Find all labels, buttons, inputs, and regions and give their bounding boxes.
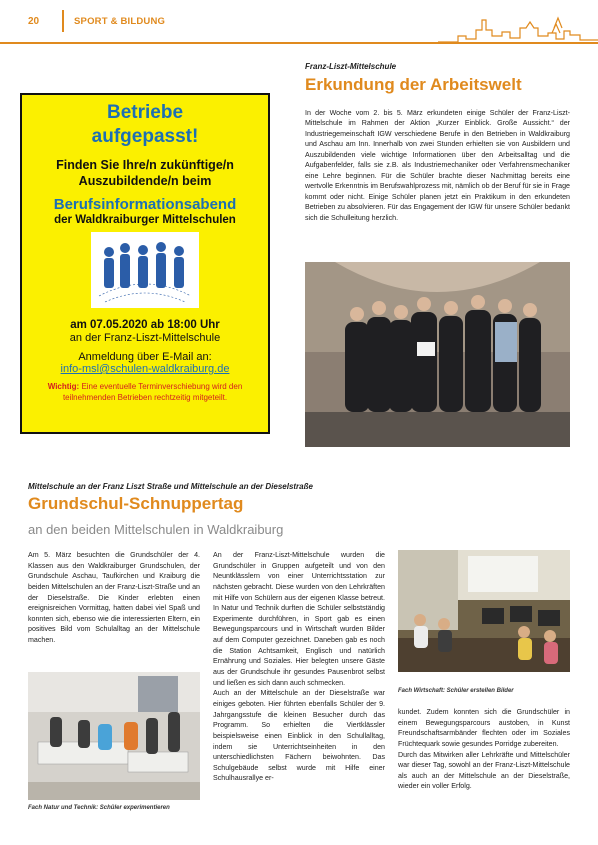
ad-note-text: Eine eventuelle Terminverschiebung wird den teilnehmenden Betrieben rechtzeitig mitgeteilt. [62, 382, 243, 402]
section-label: SPORT & BILDUNG [74, 16, 166, 27]
town-skyline-icon [438, 6, 598, 44]
ad-event-name: Berufsinformationsabend [53, 196, 237, 213]
article1-body: In der Woche vom 2. bis 5. März erkundeten einige Schüler der Franz-Liszt-Mittelschule im Rahmen der Aktion „Kurzer Einblick. Große Aussicht.“ der Industriegemeinschaft IGW verschiedene Berufe in den Betrieben in Waldkraiburg und Aschau am Inn. Innerhalb von zwei Stunden erhielten sie von Ausbildern und Auszubildenden viele wichtige Informationen über den Arbeitsalltag und die Aufgabenfelder, falls sie z.B. als Industriemechaniker oder Verfahrensmechaniker eine Lehre beginnen. Für die Schüler brachte dieser Nachmittag bereits eine wertvolle Erkenntnis im Berufswahlprozess mit, nämlich ob der Beruf für sie in Frage kommt oder nicht. Einige Schüler planen jetzt ein Praktikum in den erkundeten Betrieben zu absolvieren. Für das Engagement der IGW für unsere Schüler bedankt sich die Schulleitung herzlich. [305, 109, 570, 222]
ad-email-link[interactable]: info-msl@schulen-waldkraiburg.de [60, 363, 230, 375]
ad-headline [22, 101, 268, 149]
article1-kicker: Franz-Liszt-Mittelschule [305, 62, 397, 71]
ad-sub-line-2: Auszubildende/n beim [78, 173, 212, 188]
article2-title: Grundschul-Schnuppertag [28, 494, 244, 513]
students-group-photo [305, 262, 570, 447]
article2-column-3 [398, 707, 570, 792]
ad-sub-line-1: Finden Sie Ihre/n zukünftige/n [56, 157, 234, 172]
ad-venue: an der Franz-Liszt-Mittelschule [69, 332, 221, 344]
article2-column-2 [213, 550, 385, 784]
people-talking-icon [91, 232, 199, 308]
photo2-caption: Fach Natur und Technik: Schüler experimentieren [28, 805, 170, 811]
column-3-paragraph-1: kundet. Zudem konnten sich die Grundschüler in einem Bewegungsparcours austoben, in Kunst Freundschaftsarmbänder flechten oder im Soziales Früchtequark sowie gesundes Porridge zubereiten. [398, 708, 570, 748]
article2-subtitle: an den beiden Mittelschulen in Waldkraiburg [28, 522, 284, 537]
ad-subheadline [22, 157, 268, 190]
ad-school-name: der Waldkraiburger Mittelschulen [54, 214, 236, 226]
ad-registration: Anmeldung über E-Mail an: [78, 351, 212, 363]
ad-date: am 07.05.2020 ab 18:00 Uhr [70, 319, 220, 331]
ad-note-label: Wichtig: [47, 382, 80, 391]
article1-title: Erkundung der Arbeitswelt [305, 75, 522, 94]
science-class-photo [28, 672, 200, 800]
header-rule [0, 42, 598, 44]
photo3-caption: Fach Wirtschaft: Schüler erstellen Bilder [398, 688, 514, 694]
computer-class-photo [398, 550, 570, 672]
ad-headline-line-2: aufgepasst! [91, 125, 199, 147]
page-number: 20 [28, 16, 40, 27]
job-fair-advertisement [20, 93, 270, 434]
article2-kicker: Mittelschule an der Franz Liszt Straße und Mittelschule an der Dieselstraße [28, 482, 313, 491]
header-divider [62, 10, 64, 32]
page-header [0, 0, 598, 46]
column-3-paragraph-2: Durch das Mitwirken aller Lehrkräfte und Mittelschüler war dieser Tag, sowohl an der Franz-Liszt-Mittelschule als auch an der Mittelschule an der Dieselstraße, wieder ein voller Erfolg. [398, 750, 570, 791]
article2-column-1: Am 5. März besuchten die Grundschüler der 4. Klassen aus den Waldkraiburger Grundschulen, der Grundschule Aschau, Taufkirchen und Kraiburg die beiden Mittelschulen an der Franz-Liszt-Straße und an der Dieselstraße. Die Kinder erlebten einen ereignisreichen Vormittag, hatten dabei viel Spaß und konnten sich, ebenso wie die interessierten Eltern, ein positives Bild vom Schulalltag an der Mittelschule machen. [28, 551, 200, 645]
ad-note [22, 382, 268, 404]
column-2-paragraph-1: An der Franz-Liszt-Mittelschule wurden die Grundschüler in Gruppen aufgeteilt und von den Neuntklässlern von einer Unterrichtsstation zur nächsten gebracht. Diese wurden von den Lehrkräften mit Hilfe von Schülern aus der eigenen Klasse betreut. In Natur und Technik durften die Schüler selbstständig Experimente durchführen, in Sport gab es einen Bewegungsparcours und in Wirtschaft wurden Bilder auf dem Computer gezeichnet. Daneben gab es noch die Station Achtsamkeit, Englisch und natürlich Ernährung und Soziales. Hier belegten unsere Gäste aus der Grundschule ihr gesundes Pausenbrot selbst und ließen es sich dann auch schmecken. [213, 551, 385, 687]
column-2-paragraph-2: Auch an der Mittelschule an der Dieselstraße war einiges geboten. Hier führten ebenfalls Schüler der 9. Jahrgangsstufe die kleinen Besucher durch das Programm. So erhielten die Viertklässler beispielsweise einen Einblick in den Schullalltag, indem sie Unterrichtseinheiten in den unterschiedlichsten Fächern beiwohnten. Das Schulgebäude selbst wurde mit Hilfe einer Schulhausrallye er- [213, 689, 385, 783]
ad-headline-line-1: Betriebe [106, 102, 184, 123]
